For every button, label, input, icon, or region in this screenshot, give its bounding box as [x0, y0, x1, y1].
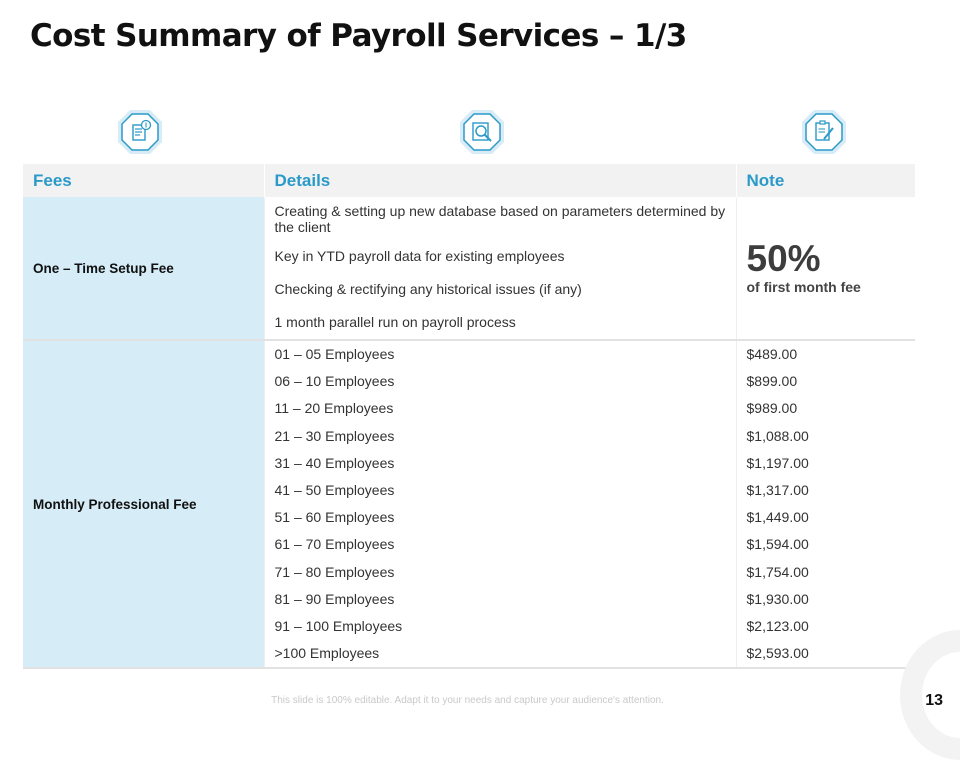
setup-fee-note: [736, 197, 915, 340]
monthly-fee-row: [23, 340, 915, 668]
employee-range: 41 – 50 Employees: [274, 481, 395, 498]
employee-range: 61 – 70 Employees: [274, 536, 395, 553]
setup-fee-row: [23, 197, 915, 340]
employee-range: 21 – 30 Employees: [274, 427, 395, 444]
employee-range: 31 – 40 Employees: [274, 454, 395, 471]
employee-range: 91 – 100 Employees: [274, 617, 403, 634]
employee-range: 81 – 90 Employees: [274, 590, 395, 607]
employee-range: 51 – 60 Employees: [274, 509, 395, 526]
setup-detail-item: Creating & setting up new database based on parameters determined by the client: [274, 203, 726, 235]
employee-range-price: $1,754.00: [746, 563, 809, 580]
monthly-fee-prices: [736, 340, 915, 668]
clipboard-edit-icon: [800, 108, 848, 156]
employee-range-price: $1,197.00: [746, 454, 809, 471]
employee-range-price: $1,317.00: [746, 481, 809, 498]
table-header-row: [23, 164, 915, 197]
header-fees: Fees: [23, 164, 264, 197]
employee-range-price: $489.00: [746, 346, 798, 362]
employee-range: 71 – 80 Employees: [274, 563, 395, 580]
setup-fee-label: One – Time Setup Fee: [23, 197, 264, 340]
magnifier-report-icon: [458, 108, 506, 156]
monthly-fee-label: Monthly Professional Fee: [23, 340, 264, 668]
employee-range: 01 – 05 Employees: [274, 346, 395, 362]
setup-fee-percentage: 50%: [746, 238, 821, 279]
employee-range-price: $1,449.00: [746, 509, 809, 526]
employee-range: 11 – 20 Employees: [274, 400, 394, 417]
monthly-fee-ranges: [264, 340, 736, 668]
employee-range-price: $1,088.00: [746, 427, 809, 444]
setup-fee-details: [264, 197, 736, 340]
employee-range: 06 – 10 Employees: [274, 373, 395, 390]
employee-range: >100 Employees: [274, 645, 380, 662]
setup-detail-item: Key in YTD payroll data for existing employees: [274, 248, 565, 264]
employee-range-price: $1,930.00: [746, 590, 809, 607]
setup-detail-item: 1 month parallel run on payroll process: [274, 314, 516, 330]
header-note: Note: [736, 164, 915, 197]
employee-range-price: $899.00: [746, 373, 798, 390]
employee-range-price: $989.00: [746, 400, 798, 417]
footer-note: This slide is 100% editable. Adapt it to your needs and capture your audience's attention.: [271, 695, 664, 706]
page-number: 13: [925, 692, 943, 709]
payroll-fee-table: [23, 164, 915, 669]
setup-detail-item: Checking & rectifying any historical issues (if any): [274, 281, 582, 297]
invoice-dollar-icon: [116, 108, 164, 156]
employee-range-price: $1,594.00: [746, 536, 809, 553]
setup-fee-note-text: of first month fee: [746, 279, 861, 295]
header-details: Details: [264, 164, 736, 197]
employee-range-price: $2,593.00: [746, 645, 809, 662]
employee-range-price: $2,123.00: [746, 617, 809, 634]
page-title: Cost Summary of Payroll Services – 1/3: [30, 18, 687, 54]
